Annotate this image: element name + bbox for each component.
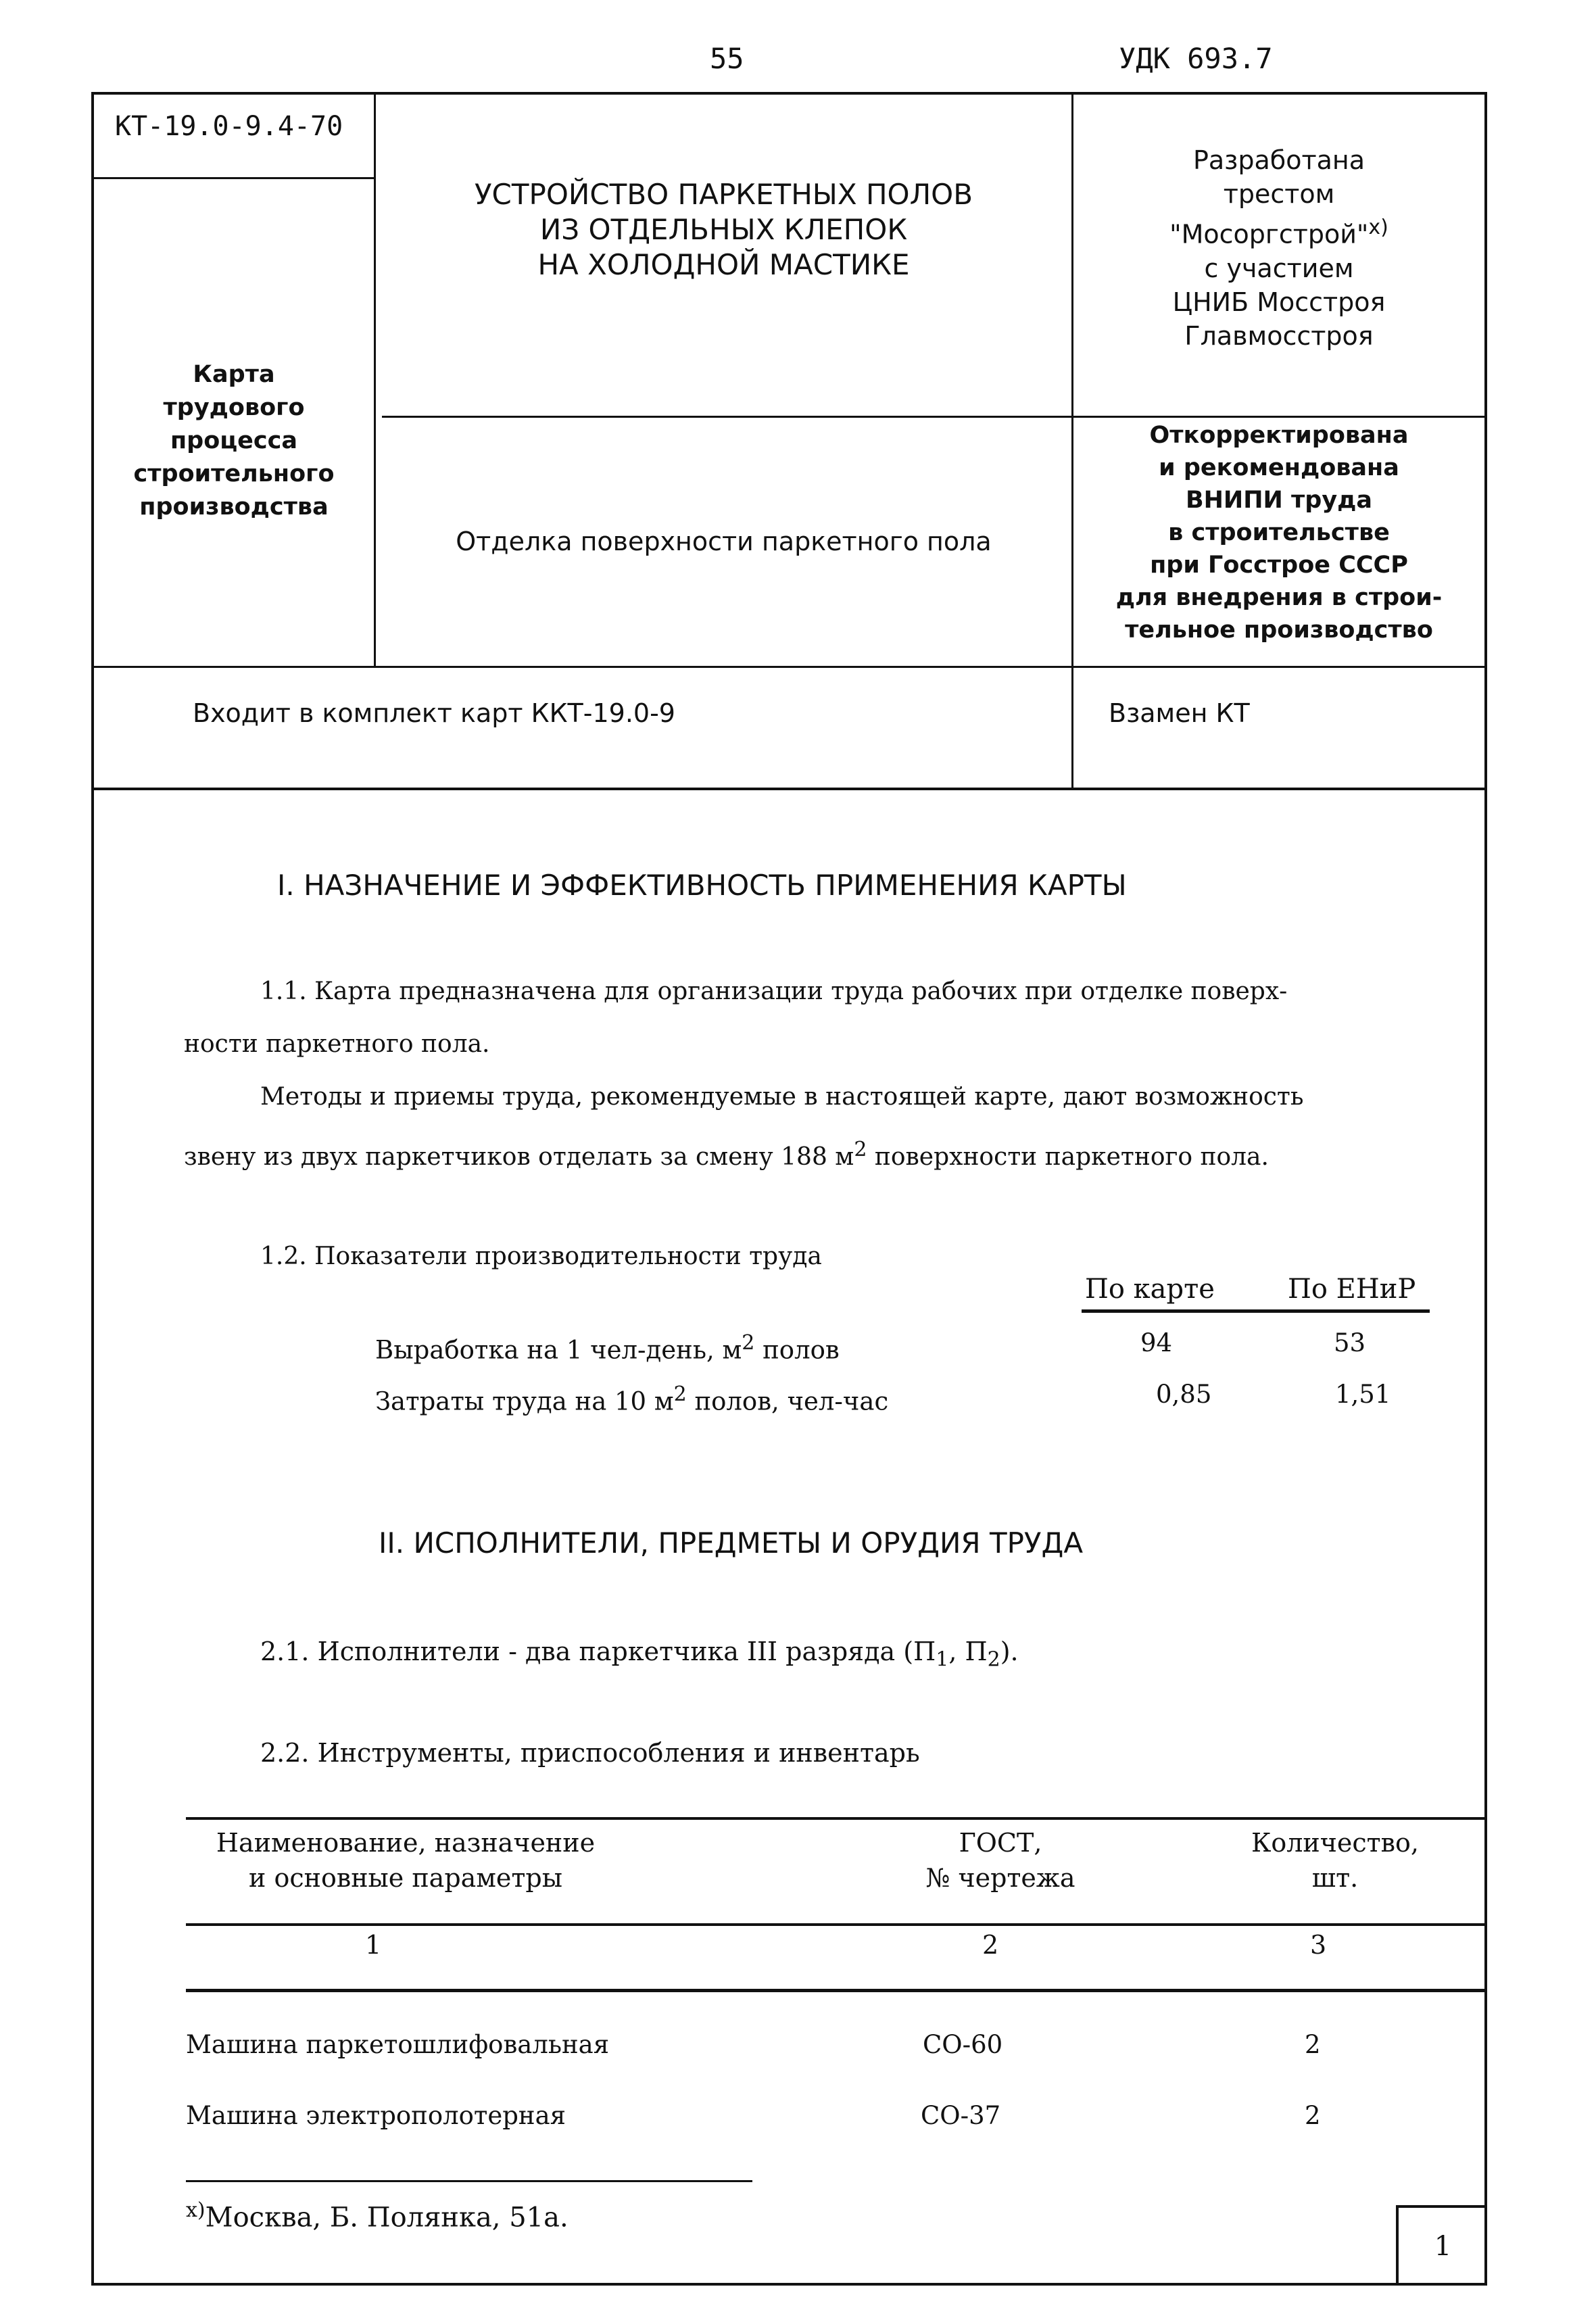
card-subtitle: Отделка поверхности паркетного пола (456, 527, 992, 556)
udk-code: УДК 693.7 (1119, 42, 1273, 75)
section1-heading: I. НАЗНАЧЕНИЕ И ЭФФЕКТИВНОСТЬ ПРИМЕНЕНИЯ КАРТЫ (277, 869, 1127, 902)
productivity-row-2: Затраты труда на 10 $м^2$ полов, чел-час (375, 1382, 889, 1416)
section2-paragraph1: 2.1. Исполнители - два паркетчика III разряда ($П_1$, $П_2$). (260, 1637, 1019, 1672)
productivity-row-1: Выработка на 1 чел-день, $м^2$ полов (375, 1331, 840, 1365)
section1-paragraph1-line1: 1.1. Карта предназначена для организации труда рабочих при отделке поверх- (260, 978, 1288, 1005)
tools-col-number-1: 1 (365, 1930, 382, 1960)
col-header-card: По карте (1085, 1274, 1215, 1305)
sheet-number: 1 (1434, 2231, 1452, 2262)
table-row: Машина электрополотерная (186, 2101, 566, 2130)
section2-heading: II. ИСПОЛНИТЕЛИ, ПРЕДМЕТЫ И ОРУДИЯ ТРУДА (379, 1526, 1084, 1560)
card-code: КТ-19.0-9.4-70 (115, 111, 343, 142)
tools-col-number-2: 2 (982, 1930, 999, 1960)
productivity-row-1-enir: 53 (1334, 1328, 1366, 1357)
card-title: УСТРОЙСТВО ПАРКЕТНЫХ ПОЛОВ ИЗ ОТДЕЛЬНЫХ КЛЕПОК НА ХОЛОДНОЙ МАСТИКЕ (474, 178, 973, 281)
table-row-gost: СО-60 (923, 2030, 1003, 2059)
table-row-gost: СО-37 (921, 2101, 1001, 2130)
tools-header-gost: ГОСТ, № чертежа (925, 1828, 1075, 1893)
productivity-row-2-card: 0,85 (1156, 1380, 1212, 1409)
section1-paragraph1-line2: ности паркетного пола. (184, 1030, 490, 1058)
tools-header-name: Наименование, назначение и основные параметры (216, 1828, 596, 1893)
tools-header-qty: Количество, шт. (1251, 1828, 1420, 1893)
section2-paragraph2: 2.2. Инструменты, приспособления и инвентарь (260, 1738, 920, 1768)
tools-col-number-3: 3 (1310, 1930, 1327, 1960)
table-row: Машина паркетошлифовальная (186, 2030, 610, 2059)
footnote-mark: x) (1368, 216, 1388, 239)
productivity-row-2-enir: 1,51 (1335, 1380, 1391, 1409)
productivity-row-1-card: 94 (1140, 1328, 1173, 1357)
section1-paragraph2-line1: Методы и приемы труда, рекомендуемые в настоящей карте, дают возможность (260, 1083, 1304, 1111)
card-type: Карта трудового процесса строительного производства (133, 361, 335, 521)
section1-paragraph3: 1.2. Показатели производительности труда (260, 1243, 822, 1270)
table-row-qty: 2 (1305, 2030, 1321, 2059)
page-number: 55 (710, 42, 744, 75)
replaces: Взамен КТ (1109, 698, 1250, 728)
developed-by: Разработана трестом "Мосоргстрой"$^{x)}$ с участием ЦНИБ Мосстроя Главмосстроя (1169, 145, 1388, 351)
table-row-qty: 2 (1305, 2101, 1321, 2130)
corrected-by: Откорректирована и рекомендована ВНИПИ труда в строительстве при Госстрое СССР для внедрения в строи- тельное производство (1115, 422, 1443, 644)
col-header-enir: По ЕНиР (1288, 1274, 1416, 1305)
sheet-number-box (1396, 2205, 1487, 2286)
section1-paragraph2-line2: звену из двух паркетчиков отделать за смену 188 $м^2$ поверхности паркетного пола. (184, 1138, 1269, 1171)
footnote-divider (186, 2180, 752, 2182)
footnote: $^{x)}$Москва, Б. Полянка, 51а. (186, 2198, 569, 2234)
card-set: Входит в комплект карт ККТ-19.0-9 (193, 698, 675, 728)
